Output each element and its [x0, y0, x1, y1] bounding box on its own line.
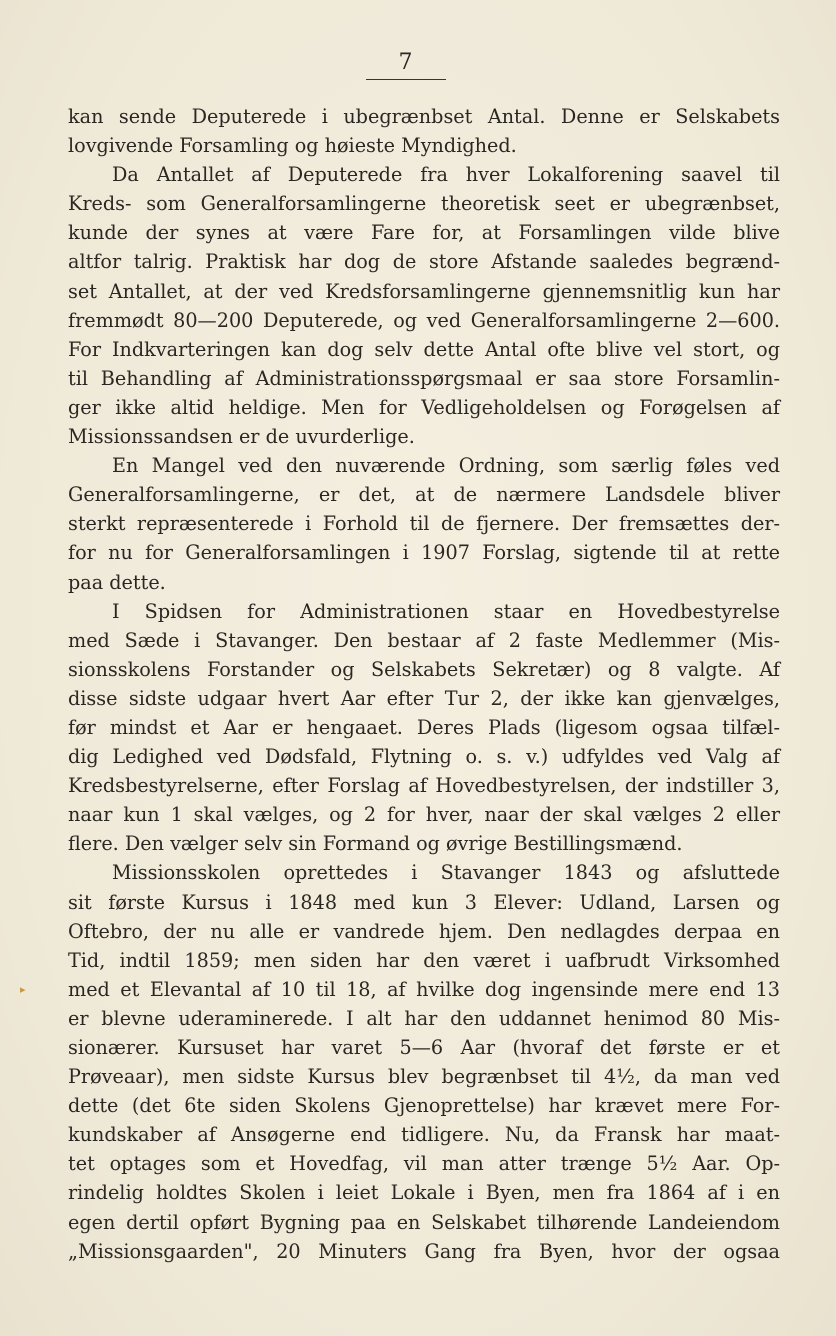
- text-line: disse sidste udgaar hvert Aar efter Tur 2, der ikke kan gjenvælges,: [68, 686, 780, 710]
- text-line: Generalforsamlingerne, er det, at de nærmere Landsdele bliver: [68, 483, 780, 507]
- text-line: kundskaber af Ansøgerne end tidligere. Nu, da Fransk har maat-: [68, 1123, 780, 1147]
- text-line: „Missionsgaarden", 20 Minuters Gang fra Byen, hvor der ogsaa: [68, 1239, 780, 1263]
- text-line: sionsskolens Forstander og Selskabets Sekretær) og 8 valgte. Af: [68, 657, 780, 681]
- text-line: sit første Kursus i 1848 med kun 3 Elever: Udland, Larsen og: [68, 890, 780, 914]
- text-line: dette (det 6te siden Skolens Gjenoprettelse) har krævet mere For-: [68, 1094, 780, 1118]
- text-line: med Sæde i Stavanger. Den bestaar af 2 faste Medlemmer (Mis-: [68, 628, 780, 652]
- text-line: En Mangel ved den nuværende Ordning, som særlig føles ved: [112, 454, 780, 478]
- text-line: Kreds- som Generalforsamlingerne theoretisk seet er ubegrænbset,: [68, 192, 780, 216]
- text-line: er blevne uderaminerede. I alt har den uddannet henimod 80 Mis-: [68, 1006, 780, 1030]
- text-line: flere. Den vælger selv sin Formand og øvrige Bestillingsmænd.: [68, 832, 683, 856]
- text-line: naar kun 1 skal vælges, og 2 for hver, naar der skal vælges 2 eller: [68, 803, 780, 827]
- text-line: lovgivende Forsamling og høieste Myndighed.: [68, 134, 517, 158]
- text-line: Missionssandsen er de uvurderlige.: [68, 425, 415, 449]
- text-line: Da Antallet af Deputerede fra hver Lokalforening saavel til: [112, 163, 780, 187]
- page-number: 7: [398, 50, 414, 75]
- margin-mark: ▸: [20, 983, 26, 996]
- text-line: Tid, indtil 1859; men siden har den været i uafbrudt Virksomhed: [68, 948, 780, 972]
- text-line: med et Elevantal af 10 til 18, af hvilke dog ingensinde mere end 13: [68, 977, 780, 1001]
- text-line: altfor talrig. Praktisk har dog de store Afstande saaledes begrænd-: [68, 250, 780, 274]
- text-line: For Indkvarteringen kan dog selv dette Antal ofte blive vel stort, og: [68, 337, 780, 361]
- text-line: før mindst et Aar er hengaaet. Deres Plads (ligesom ogsaa tilfæl-: [68, 715, 780, 739]
- text-line: set Antallet, at der ved Kredsforsamlingerne gjennemsnitlig kun har: [68, 279, 780, 303]
- text-line: for nu for Generalforsamlingen i 1907 Forslag, sigtende til at rette: [68, 541, 780, 565]
- text-line: paa dette.: [68, 570, 166, 594]
- text-line: kunde der synes at være Fare for, at Forsamlingen vilde blive: [68, 221, 780, 245]
- text-line: dig Ledighed ved Dødsfald, Flytning o. s. v.) udfyldes ved Valg af: [68, 745, 780, 769]
- text-line: sionærer. Kursuset har varet 5—6 Aar (hvoraf det første er et: [68, 1036, 780, 1059]
- page-number-rule: [366, 79, 446, 80]
- text-line: fremmødt 80—200 Deputerede, og ved Generalforsamlingerne 2—600.: [68, 308, 780, 332]
- text-line: kan sende Deputerede i ubegrænbset Antal. Denne er Selskabets: [68, 105, 780, 128]
- text-line: til Behandling af Administrationsspørgsmaal er saa store Forsamlin-: [68, 366, 780, 390]
- text-line: sterkt repræsenterede i Forhold til de fjernere. Der fremsættes der-: [68, 512, 780, 536]
- text-line: Kredsbestyrelserne, efter Forslag af Hovedbestyrelsen, der indstiller 3,: [68, 774, 780, 798]
- text-line: Missionsskolen oprettedes i Stavanger 1843 og afsluttede: [112, 861, 780, 885]
- text-line: egen dertil opført Bygning paa en Selskabet tilhørende Landeiendom: [68, 1210, 780, 1234]
- text-line: ger ikke altid heldige. Men for Vedligeholdelsen og Forøgelsen af: [68, 395, 780, 419]
- text-line: Oftebro, der nu alle er vandrede hjem. Den nedlagdes derpaa en: [68, 919, 780, 943]
- text-line: rindelig holdtes Skolen i leiet Lokale i Byen, men fra 1864 af i en: [68, 1181, 780, 1205]
- text-line: tet optages som et Hovedfag, vil man atter trænge 5½ Aar. Op-: [68, 1152, 780, 1176]
- text-line: I Spidsen for Administrationen staar en Hovedbestyrelse: [112, 599, 780, 623]
- text-line: Prøveaar), men sidste Kursus blev begrænbset til 4½, da man ved: [68, 1065, 780, 1089]
- body-text: [68, 102, 780, 1266]
